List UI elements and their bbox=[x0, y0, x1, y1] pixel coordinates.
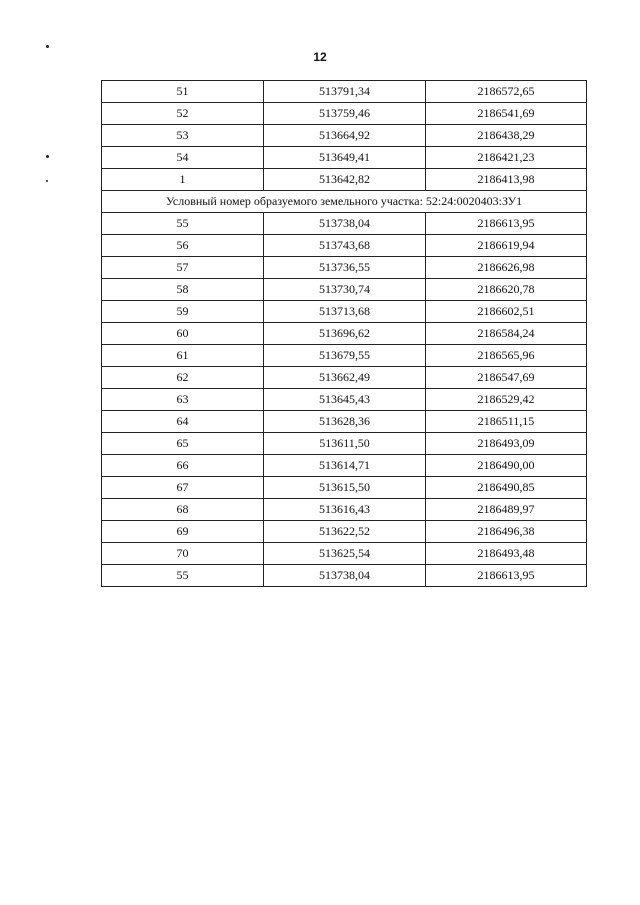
x-coordinate-cell: 513625,54 bbox=[264, 543, 426, 565]
x-coordinate-cell: 513730,74 bbox=[264, 279, 426, 301]
point-number-cell: 58 bbox=[102, 279, 264, 301]
y-coordinate-cell: 2186572,65 bbox=[426, 81, 587, 103]
y-coordinate-cell: 2186489,97 bbox=[426, 499, 587, 521]
table-row bbox=[102, 389, 587, 411]
table-row bbox=[102, 279, 587, 301]
y-coordinate-cell: 2186602,51 bbox=[426, 301, 587, 323]
x-coordinate-cell: 513679,55 bbox=[264, 345, 426, 367]
x-coordinate-cell: 513736,55 bbox=[264, 257, 426, 279]
table-row bbox=[102, 477, 587, 499]
point-number-cell: 70 bbox=[102, 543, 264, 565]
x-coordinate-cell: 513616,43 bbox=[264, 499, 426, 521]
point-number-cell: 1 bbox=[102, 169, 264, 191]
point-number-cell: 60 bbox=[102, 323, 264, 345]
scan-speck bbox=[46, 45, 49, 48]
table-row bbox=[102, 213, 587, 235]
point-number-cell: 53 bbox=[102, 125, 264, 147]
table-row bbox=[102, 301, 587, 323]
x-coordinate-cell: 513759,46 bbox=[264, 103, 426, 125]
point-number-cell: 63 bbox=[102, 389, 264, 411]
y-coordinate-cell: 2186619,94 bbox=[426, 235, 587, 257]
x-coordinate-cell: 513614,71 bbox=[264, 455, 426, 477]
table-row bbox=[102, 125, 587, 147]
y-coordinate-cell: 2186584,24 bbox=[426, 323, 587, 345]
table-row bbox=[102, 169, 587, 191]
page-number: 12 bbox=[313, 50, 327, 64]
point-number-cell: 66 bbox=[102, 455, 264, 477]
x-coordinate-cell: 513713,68 bbox=[264, 301, 426, 323]
table-row bbox=[102, 81, 587, 103]
y-coordinate-cell: 2186438,29 bbox=[426, 125, 587, 147]
table-row bbox=[102, 235, 587, 257]
y-coordinate-cell: 2186421,23 bbox=[426, 147, 587, 169]
x-coordinate-cell: 513622,52 bbox=[264, 521, 426, 543]
table-row bbox=[102, 499, 587, 521]
y-coordinate-cell: 2186529,42 bbox=[426, 389, 587, 411]
y-coordinate-cell: 2186547,69 bbox=[426, 367, 587, 389]
point-number-cell: 64 bbox=[102, 411, 264, 433]
point-number-cell: 57 bbox=[102, 257, 264, 279]
table-row bbox=[102, 455, 587, 477]
y-coordinate-cell: 2186490,00 bbox=[426, 455, 587, 477]
x-coordinate-cell: 513738,04 bbox=[264, 213, 426, 235]
x-coordinate-cell: 513696,62 bbox=[264, 323, 426, 345]
table-row bbox=[102, 367, 587, 389]
x-coordinate-cell: 513791,34 bbox=[264, 81, 426, 103]
point-number-cell: 67 bbox=[102, 477, 264, 499]
table-row bbox=[102, 543, 587, 565]
point-number-cell: 51 bbox=[102, 81, 264, 103]
point-number-cell: 65 bbox=[102, 433, 264, 455]
y-coordinate-cell: 2186511,15 bbox=[426, 411, 587, 433]
x-coordinate-cell: 513645,43 bbox=[264, 389, 426, 411]
y-coordinate-cell: 2186413,98 bbox=[426, 169, 587, 191]
y-coordinate-cell: 2186490,85 bbox=[426, 477, 587, 499]
point-number-cell: 59 bbox=[102, 301, 264, 323]
table-row bbox=[102, 433, 587, 455]
table-row bbox=[102, 257, 587, 279]
x-coordinate-cell: 513664,92 bbox=[264, 125, 426, 147]
table-row bbox=[102, 147, 587, 169]
y-coordinate-cell: 2186613,95 bbox=[426, 213, 587, 235]
y-coordinate-cell: 2186620,78 bbox=[426, 279, 587, 301]
x-coordinate-cell: 513649,41 bbox=[264, 147, 426, 169]
section-header: Условный номер образуемого земельного участка: 52:24:0020403:ЗУ1 bbox=[102, 191, 587, 213]
point-number-cell: 62 bbox=[102, 367, 264, 389]
scan-speck bbox=[46, 155, 49, 158]
y-coordinate-cell: 2186493,48 bbox=[426, 543, 587, 565]
point-number-cell: 61 bbox=[102, 345, 264, 367]
y-coordinate-cell: 2186565,96 bbox=[426, 345, 587, 367]
coordinates-table-body bbox=[102, 81, 587, 587]
point-number-cell: 54 bbox=[102, 147, 264, 169]
section-header-row bbox=[102, 191, 587, 213]
x-coordinate-cell: 513642,82 bbox=[264, 169, 426, 191]
table-row bbox=[102, 521, 587, 543]
table-row bbox=[102, 103, 587, 125]
point-number-cell: 55 bbox=[102, 565, 264, 587]
y-coordinate-cell: 2186493,09 bbox=[426, 433, 587, 455]
x-coordinate-cell: 513628,36 bbox=[264, 411, 426, 433]
x-coordinate-cell: 513611,50 bbox=[264, 433, 426, 455]
scan-speck bbox=[46, 180, 48, 182]
table-row bbox=[102, 565, 587, 587]
coordinates-table bbox=[101, 80, 587, 587]
point-number-cell: 68 bbox=[102, 499, 264, 521]
table-row bbox=[102, 411, 587, 433]
y-coordinate-cell: 2186496,38 bbox=[426, 521, 587, 543]
y-coordinate-cell: 2186541,69 bbox=[426, 103, 587, 125]
table-row bbox=[102, 323, 587, 345]
x-coordinate-cell: 513662,49 bbox=[264, 367, 426, 389]
x-coordinate-cell: 513615,50 bbox=[264, 477, 426, 499]
point-number-cell: 52 bbox=[102, 103, 264, 125]
x-coordinate-cell: 513743,68 bbox=[264, 235, 426, 257]
y-coordinate-cell: 2186613,95 bbox=[426, 565, 587, 587]
table-row bbox=[102, 345, 587, 367]
point-number-cell: 69 bbox=[102, 521, 264, 543]
point-number-cell: 56 bbox=[102, 235, 264, 257]
y-coordinate-cell: 2186626,98 bbox=[426, 257, 587, 279]
point-number-cell: 55 bbox=[102, 213, 264, 235]
x-coordinate-cell: 513738,04 bbox=[264, 565, 426, 587]
